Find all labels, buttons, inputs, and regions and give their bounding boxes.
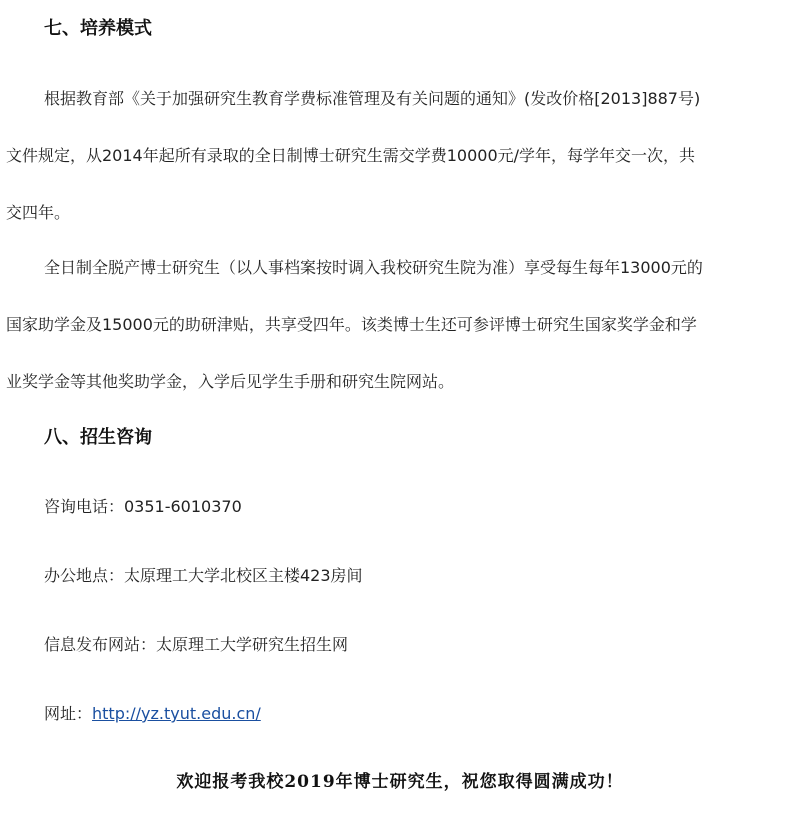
tuition-line-2: 文件规定，从2014年起所有录取的全日制博士研究生需交学费10000元/学年，每学年交一次，共 — [6, 146, 696, 165]
funding-line-2: 国家助学金及15000元的助研津贴，共享受四年。该类博士生还可参评博士研究生国家奖学金和学 — [6, 315, 697, 334]
tuition-paragraph — [6, 70, 780, 241]
url-label: 网址： — [44, 704, 93, 723]
funding-paragraph — [6, 239, 780, 410]
section-8-heading: 八、招生咨询 — [44, 427, 152, 448]
info-website: 信息发布网站：太原理工大学研究生招生网 — [44, 635, 349, 654]
website-link[interactable]: http://yz.tyut.edu.cn/ — [92, 704, 261, 723]
section-7-heading: 七、培养模式 — [44, 18, 152, 39]
office-address: 办公地点：太原理工大学北校区主楼423房间 — [44, 566, 363, 585]
closing-message: 欢迎报考我校2019年博士研究生，祝您取得圆满成功！ — [176, 772, 624, 792]
consult-phone: 咨询电话：0351-6010370 — [44, 497, 242, 516]
funding-line-3: 业奖学金等其他奖助学金，入学后见学生手册和研究生院网站。 — [6, 372, 455, 391]
funding-line-1: 全日制全脱产博士研究生（以人事档案按时调入我校研究生院为准）享受每生每年13000元的 — [44, 258, 703, 277]
tuition-line-1: 根据教育部《关于加强研究生教育学费标准管理及有关问题的通知》(发改价格[2013]887号) — [44, 89, 701, 108]
tuition-line-3: 交四年。 — [6, 203, 71, 222]
website-url-row — [44, 701, 261, 724]
